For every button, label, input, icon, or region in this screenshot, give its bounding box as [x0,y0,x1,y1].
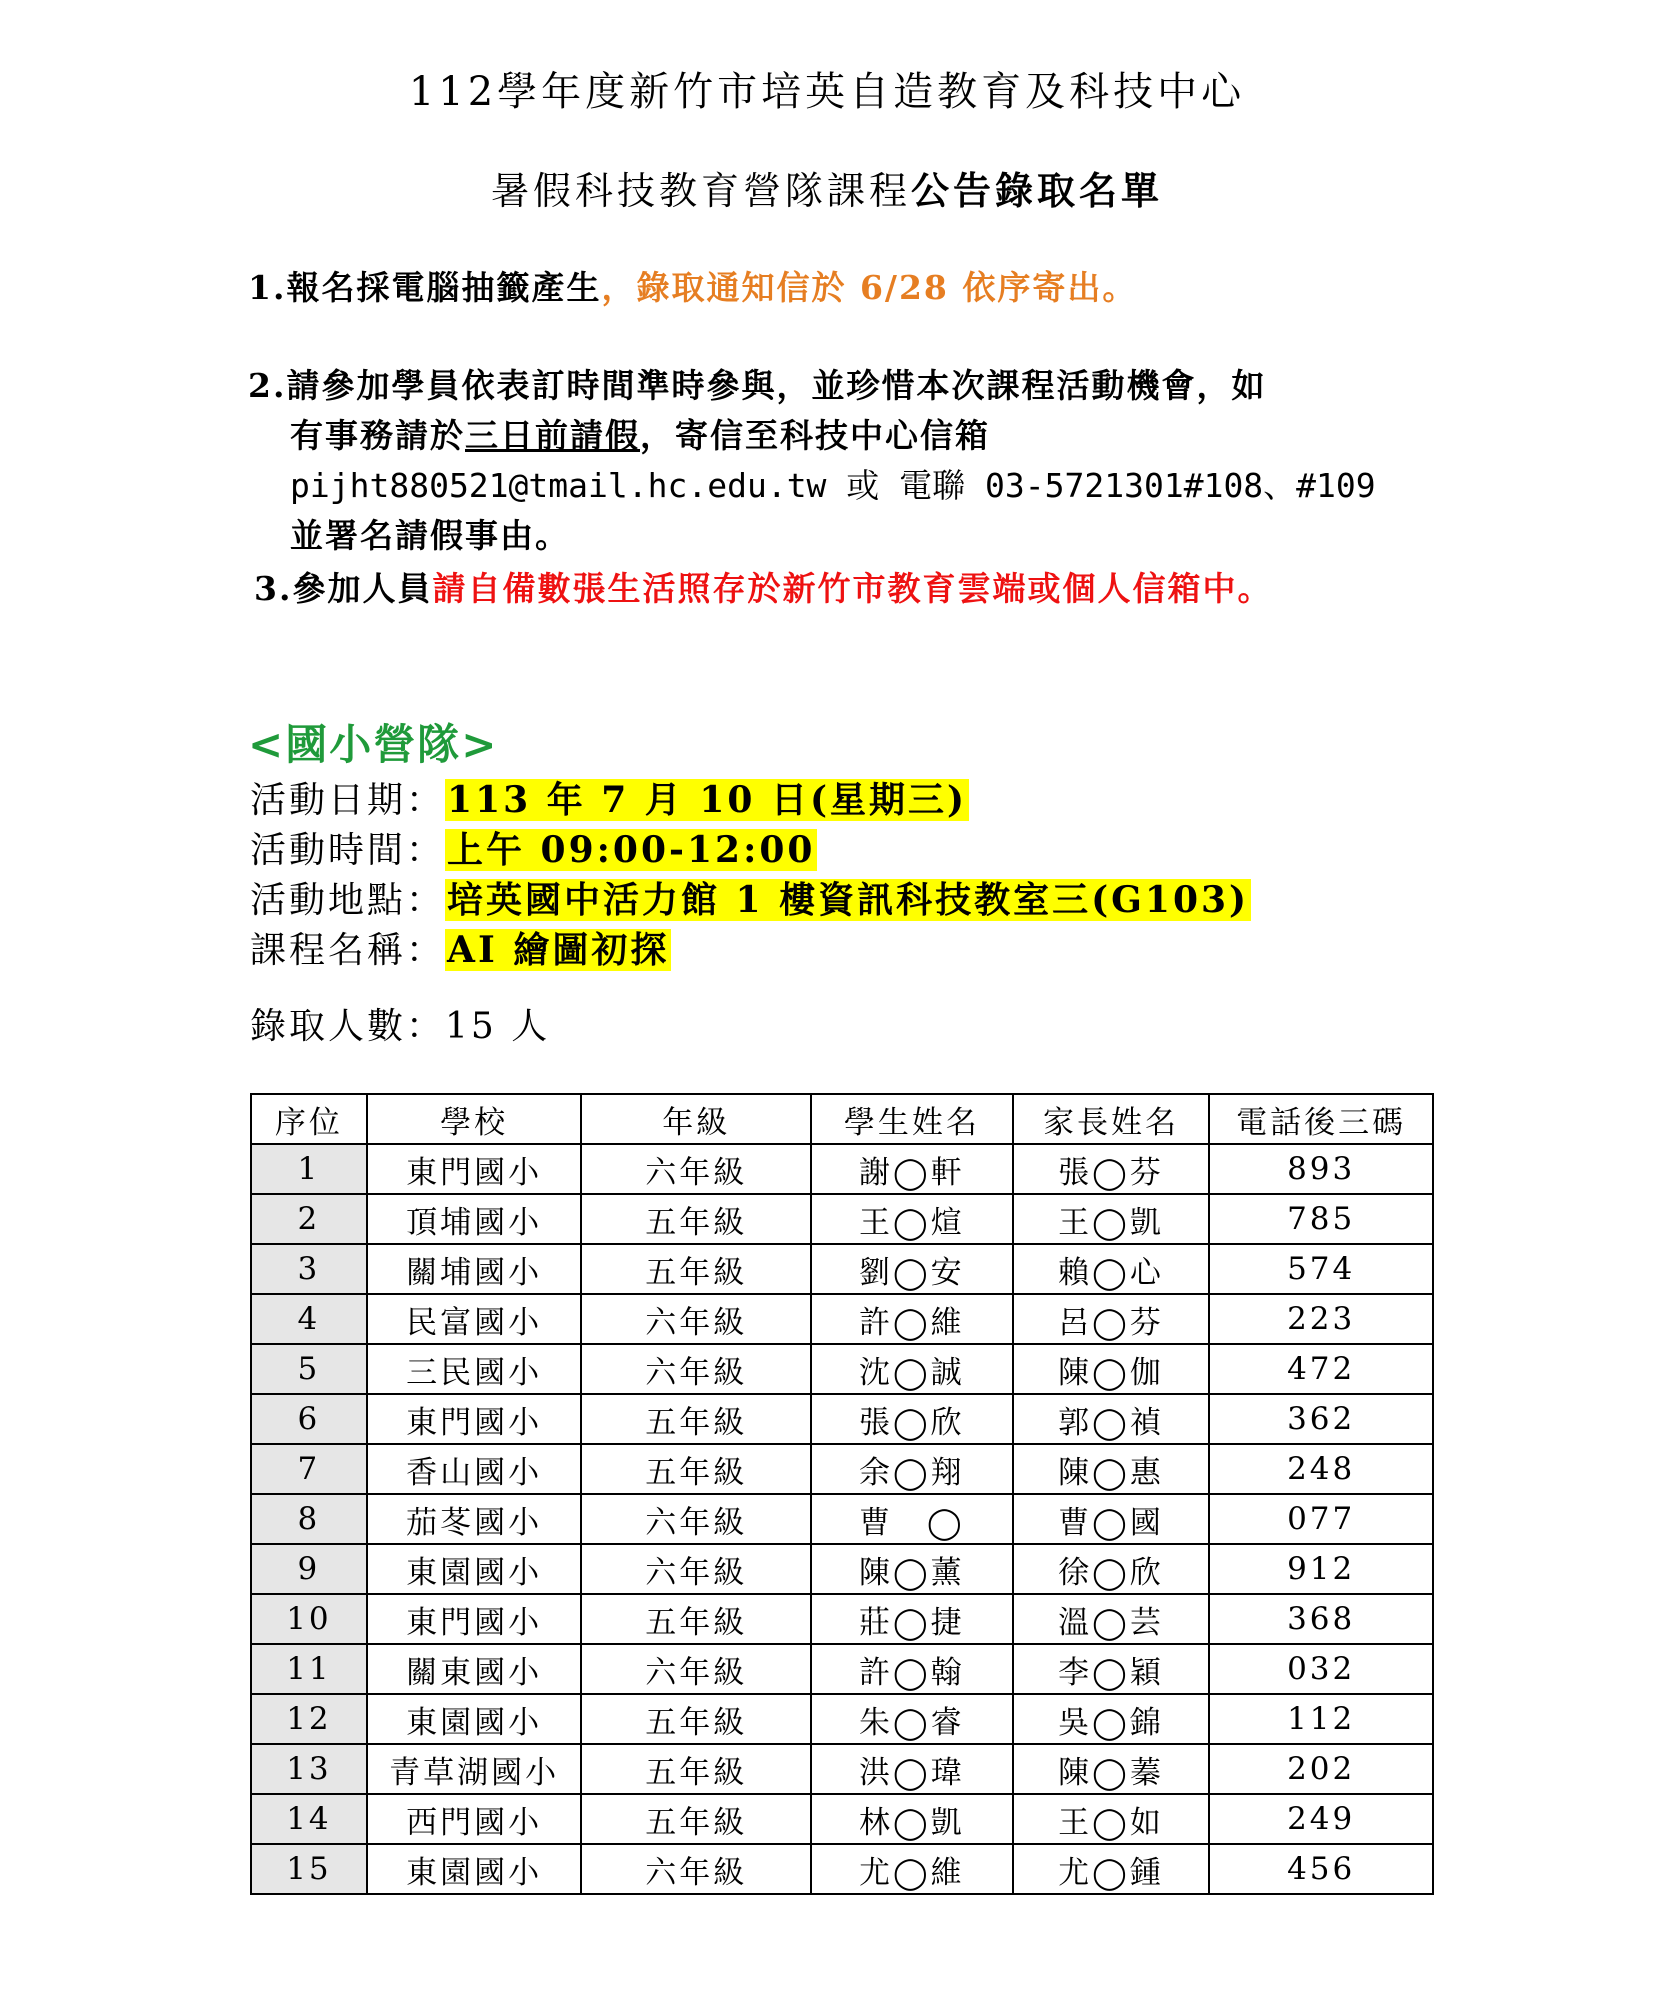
cell-student-name: 尤◯維 [811,1844,1013,1894]
cell-school: 茄苳國小 [367,1494,582,1544]
cell-grade: 五年級 [581,1694,811,1744]
cell-phone-last3: 223 [1209,1294,1433,1344]
table-row [251,1594,1433,1644]
document-subtitle [0,160,1654,215]
cell-grade: 五年級 [581,1444,811,1494]
cell-parent-name: 吳◯錦 [1013,1694,1210,1744]
place-label: 活動地點： [250,880,446,921]
cell-school: 關埔國小 [367,1244,582,1294]
cell-school: 東門國小 [367,1394,582,1444]
cell-parent-name: 陳◯蓁 [1013,1744,1210,1794]
cell-parent-name: 張◯芬 [1013,1144,1210,1194]
cell-phone-last3: 362 [1209,1394,1433,1444]
admission-count: 錄取人數：15 人 [250,1006,551,1047]
cell-parent-name: 陳◯惠 [1013,1444,1210,1494]
cell-parent-name: 陳◯伽 [1013,1344,1210,1394]
cell-grade: 六年級 [581,1344,811,1394]
cell-rank: 5 [251,1344,367,1394]
table-row [251,1394,1433,1444]
cell-student-name: 謝◯軒 [811,1144,1013,1194]
cell-phone-last3: 077 [1209,1494,1433,1544]
note-1 [248,262,1137,309]
cell-phone-last3: 456 [1209,1844,1433,1894]
cell-grade: 五年級 [581,1194,811,1244]
cell-rank: 13 [251,1744,367,1794]
cell-rank: 7 [251,1444,367,1494]
header-parent-name: 家長姓名 [1013,1094,1210,1144]
cell-parent-name: 尤◯鍾 [1013,1844,1210,1894]
cell-rank: 3 [251,1244,367,1294]
cell-rank: 14 [251,1794,367,1844]
cell-student-name: 王◯煊 [811,1194,1013,1244]
cell-parent-name: 曹◯國 [1013,1494,1210,1544]
date-label: 活動日期： [250,780,446,821]
note-3 [254,563,1272,610]
course-name [250,922,671,973]
table-row [251,1444,1433,1494]
cell-rank: 9 [251,1544,367,1594]
activity-place [250,872,1251,923]
cell-phone-last3: 112 [1209,1694,1433,1744]
cell-school: 東園國小 [367,1544,582,1594]
note-2-pre: 有事務請於 [290,416,465,455]
cell-parent-name: 王◯如 [1013,1794,1210,1844]
cell-student-name: 沈◯誠 [811,1344,1013,1394]
cell-student-name: 洪◯瑋 [811,1744,1013,1794]
cell-rank: 11 [251,1644,367,1694]
header-school: 學校 [367,1094,582,1144]
cell-grade: 五年級 [581,1394,811,1444]
cell-grade: 六年級 [581,1494,811,1544]
cell-grade: 六年級 [581,1294,811,1344]
subtitle-bold: 公告錄取名單 [911,168,1164,213]
cell-phone-last3: 249 [1209,1794,1433,1844]
table-row [251,1644,1433,1694]
cell-rank: 12 [251,1694,367,1744]
section-heading: <國小營隊> [248,720,499,769]
cell-phone-last3: 574 [1209,1244,1433,1294]
cell-school: 關東國小 [367,1644,582,1694]
cell-school: 東門國小 [367,1144,582,1194]
cell-school: 香山國小 [367,1444,582,1494]
note-2-line-4: 並署名請假事由。 [290,516,570,555]
cell-phone-last3: 248 [1209,1444,1433,1494]
cell-grade: 五年級 [581,1594,811,1644]
cell-school: 民富國小 [367,1294,582,1344]
cell-parent-name: 溫◯芸 [1013,1594,1210,1644]
table-row [251,1544,1433,1594]
document-title: 112學年度新竹市培英自造教育及科技中心 [408,69,1246,115]
table-row [251,1694,1433,1744]
table-row [251,1494,1433,1544]
table-row [251,1294,1433,1344]
cell-grade: 六年級 [581,1644,811,1694]
cell-rank: 8 [251,1494,367,1544]
table-row [251,1744,1433,1794]
cell-grade: 六年級 [581,1844,811,1894]
cell-student-name: 余◯翔 [811,1444,1013,1494]
cell-parent-name: 呂◯芬 [1013,1294,1210,1344]
cell-phone-last3: 472 [1209,1344,1433,1394]
cell-student-name: 曹 ◯ [811,1494,1013,1544]
cell-school: 西門國小 [367,1794,582,1844]
cell-rank: 1 [251,1144,367,1194]
cell-parent-name: 王◯凱 [1013,1194,1210,1244]
date-value: 113 年 7 月 10 日(星期三) [447,779,968,821]
cell-phone-last3: 912 [1209,1544,1433,1594]
time-label: 活動時間： [250,830,446,871]
note-2-post: ，寄信至科技中心信箱 [640,416,990,455]
cell-student-name: 莊◯捷 [811,1594,1013,1644]
note-3-highlight: 請自備數張生活照存於新竹市教育雲端或個人信箱中。 [432,569,1273,608]
table-row [251,1344,1433,1394]
note-1-highlight: ，錄取通知信於 6/28 依序寄出。 [601,268,1138,307]
cell-rank: 10 [251,1594,367,1644]
note-2-contact: pijht880521@tmail.hc.edu.tw 或 電聯 03-5721301#108、#109 [290,466,1376,505]
table-row [251,1144,1433,1194]
cell-phone-last3: 785 [1209,1194,1433,1244]
cell-student-name: 林◯凱 [811,1794,1013,1844]
note-1-text: 1.報名採電腦抽籤產生 [248,268,602,307]
header-rank: 序位 [251,1094,367,1144]
cell-grade: 六年級 [581,1544,811,1594]
cell-school: 東園國小 [367,1844,582,1894]
header-grade: 年級 [581,1094,811,1144]
cell-parent-name: 李◯穎 [1013,1644,1210,1694]
table-row [251,1794,1433,1844]
cell-student-name: 許◯翰 [811,1644,1013,1694]
cell-phone-last3: 202 [1209,1744,1433,1794]
cell-phone-last3: 032 [1209,1644,1433,1694]
cell-school: 三民國小 [367,1344,582,1394]
cell-school: 東門國小 [367,1594,582,1644]
cell-parent-name: 郭◯禎 [1013,1394,1210,1444]
cell-rank: 15 [251,1844,367,1894]
course-label: 課程名稱： [250,930,446,971]
admission-table [250,1093,1434,1895]
cell-student-name: 朱◯睿 [811,1694,1013,1744]
table-row [251,1844,1433,1894]
cell-rank: 4 [251,1294,367,1344]
cell-student-name: 劉◯安 [811,1244,1013,1294]
note-2-line-1: 2.請參加學員依表訂時間準時參與，並珍惜本次課程活動機會，如 [248,366,1267,405]
cell-rank: 6 [251,1394,367,1444]
note-2-underlined: 三日前請假 [465,416,640,455]
cell-school: 東園國小 [367,1694,582,1744]
cell-parent-name: 徐◯欣 [1013,1544,1210,1594]
header-student-name: 學生姓名 [811,1094,1013,1144]
cell-school: 頂埔國小 [367,1194,582,1244]
cell-parent-name: 賴◯心 [1013,1244,1210,1294]
cell-grade: 五年級 [581,1244,811,1294]
place-value: 培英國中活力館 1 樓資訊科技教室三(G103) [447,879,1250,921]
cell-phone-last3: 893 [1209,1144,1433,1194]
cell-grade: 五年級 [581,1744,811,1794]
cell-student-name: 陳◯薰 [811,1544,1013,1594]
activity-time [250,822,817,873]
time-value: 上午 09:00-12:00 [447,829,816,871]
activity-date [250,772,969,823]
cell-grade: 五年級 [581,1794,811,1844]
table-row [251,1244,1433,1294]
table-row [251,1194,1433,1244]
subtitle-normal: 暑假科技教育營隊課程 [490,169,911,213]
note-2-line-2 [290,410,990,457]
cell-rank: 2 [251,1194,367,1244]
cell-grade: 六年級 [581,1144,811,1194]
cell-phone-last3: 368 [1209,1594,1433,1644]
cell-student-name: 許◯維 [811,1294,1013,1344]
header-phone-last3: 電話後三碼 [1209,1094,1433,1144]
table-header-row [251,1094,1433,1144]
cell-student-name: 張◯欣 [811,1394,1013,1444]
course-value: AI 繪圖初探 [447,929,670,971]
note-3-text: 3.參加人員 [254,569,433,608]
cell-school: 青草湖國小 [367,1744,582,1794]
